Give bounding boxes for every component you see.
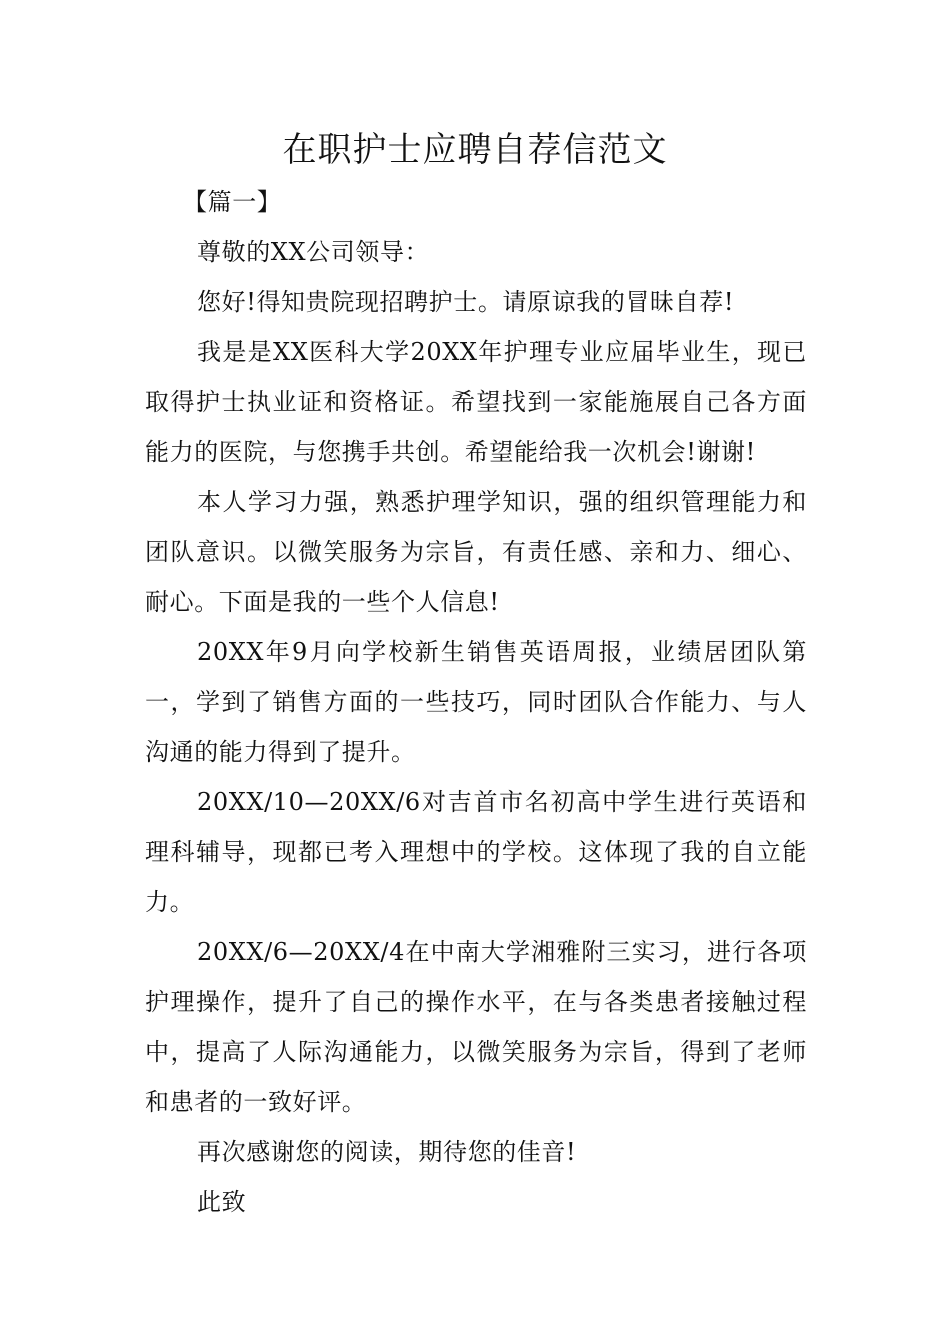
document-body bbox=[145, 177, 807, 1227]
salutation: 尊敬的XX公司领导： bbox=[197, 238, 430, 266]
document-title: 在职护士应聘自荐信范文 bbox=[282, 130, 668, 170]
closing-phrase: 此致 bbox=[197, 1188, 247, 1216]
experience-paragraph-internship: 20XX/6—20XX/4在中南大学湘雅附三实习，进行各项护理操作，提升了自己的操作水平，在与各类患者接触过程中，提高了人际沟通能力，以微笑服务为宗旨，得到了老师和患者的一致好评。 bbox=[145, 938, 807, 1116]
greeting-paragraph: 您好!得知贵院现招聘护士。请原谅我的冒昧自荐! bbox=[197, 288, 735, 316]
experience-paragraph-tutoring: 20XX/10—20XX/6对吉首市名初高中学生进行英语和理科辅导，现都已考入理想中的学校。这体现了我的自立能力。 bbox=[145, 788, 807, 916]
thanks-paragraph: 再次感谢您的阅读，期待您的佳音! bbox=[197, 1138, 577, 1166]
strengths-paragraph: 本人学习力强，熟悉护理学知识，强的组织管理能力和团队意识。以微笑服务为宗旨，有责任感、亲和力、细心、耐心。下面是我的一些个人信息! bbox=[145, 488, 807, 616]
section-label: 【篇一】 bbox=[183, 188, 282, 216]
introduction-paragraph: 我是是XX医科大学20XX年护理专业应届毕业生，现已取得护士执业证和资格证。希望找到一家能施展自己各方面能力的医院，与您携手共创。希望能给我一次机会!谢谢! bbox=[145, 338, 807, 466]
experience-paragraph-sales: 20XX年9月向学校新生销售英语周报，业绩居团队第一，学到了销售方面的一些技巧，同时团队合作能力、与人沟通的能力得到了提升。 bbox=[145, 638, 807, 766]
